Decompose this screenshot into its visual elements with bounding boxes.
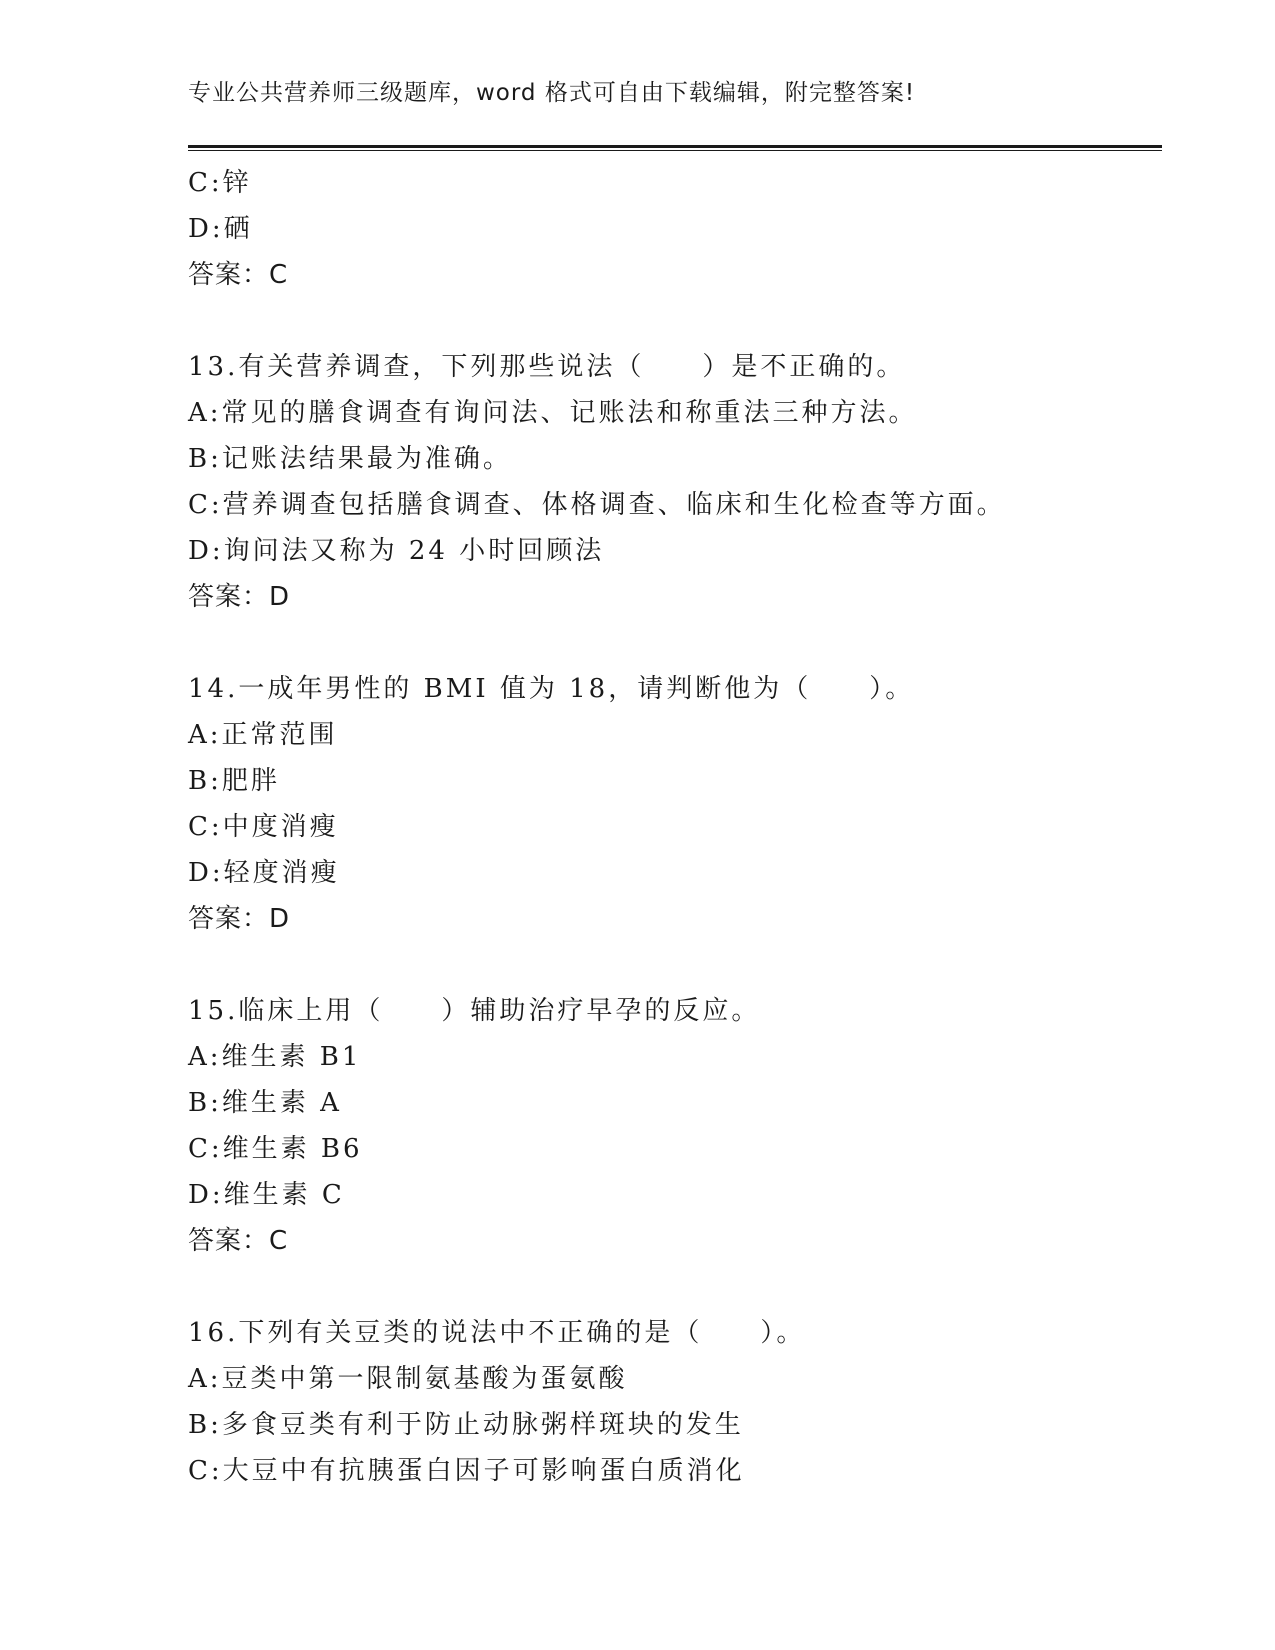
question-content <box>188 160 1162 1494</box>
option-text: 多食豆类有利于防止动脉粥样斑块的发生 <box>221 1410 744 1440</box>
option-letter: C: <box>188 168 223 198</box>
option-letter: C: <box>188 1456 223 1486</box>
option-a <box>188 1034 1162 1080</box>
question-stem: 14.一成年男性的 BMI 值为 18，请判断他为（ ）。 <box>188 674 915 704</box>
option-letter: D: <box>188 214 224 244</box>
header-rule-thin <box>188 150 1162 151</box>
option-text: 轻度消瘦 <box>223 858 340 888</box>
option-text: 维生素 B6 <box>222 1134 363 1164</box>
option-letter: D: <box>188 536 224 566</box>
option-letter: A: <box>188 720 222 750</box>
option-text: 记账法结果最为准确。 <box>221 444 512 474</box>
answer-line: 答案：C <box>188 1226 289 1256</box>
question-12-fragment <box>188 160 1162 298</box>
option-letter: C: <box>188 490 223 520</box>
question-14 <box>188 666 1162 942</box>
option-text: 中度消瘦 <box>222 812 339 842</box>
option-letter: B: <box>188 766 222 796</box>
option-b <box>188 758 1162 804</box>
option-d <box>188 528 1162 574</box>
option-b <box>188 1402 1162 1448</box>
option-letter: C: <box>188 812 223 842</box>
option-a <box>188 712 1162 758</box>
question-stem: 16.下列有关豆类的说法中不正确的是（ ）。 <box>188 1318 806 1348</box>
option-text: 正常范围 <box>221 720 338 750</box>
option-text: 肥胖 <box>221 766 280 796</box>
spacer <box>188 1264 1162 1310</box>
option-d <box>188 850 1162 896</box>
option-text: 豆类中第一限制氨基酸为蛋氨酸 <box>221 1364 628 1394</box>
option-text: 锌 <box>222 168 252 198</box>
option-letter: C: <box>188 1134 223 1164</box>
header-rule-thick <box>188 145 1162 148</box>
option-letter: A: <box>188 398 222 428</box>
option-c <box>188 160 1162 206</box>
option-text: 询问法又称为 24 小时回顾法 <box>223 536 605 566</box>
option-letter: B: <box>188 444 222 474</box>
option-text: 营养调查包括膳食调查、体格调查、临床和生化检查等方面。 <box>222 490 1006 520</box>
answer-line: 答案：C <box>188 260 289 290</box>
spacer <box>188 942 1162 988</box>
option-c <box>188 1126 1162 1172</box>
option-a <box>188 390 1162 436</box>
spacer <box>188 298 1162 344</box>
option-letter: A: <box>188 1042 222 1072</box>
question-13 <box>188 344 1162 620</box>
question-15 <box>188 988 1162 1264</box>
option-text: 维生素 B1 <box>221 1042 362 1072</box>
option-a <box>188 1356 1162 1402</box>
answer-line: 答案：D <box>188 904 291 934</box>
option-text: 硒 <box>223 214 253 244</box>
option-letter: B: <box>188 1088 222 1118</box>
page-header: 专业公共营养师三级题库，word 格式可自由下载编辑，附完整答案! <box>188 80 916 106</box>
option-c <box>188 804 1162 850</box>
option-d <box>188 1172 1162 1218</box>
answer-line: 答案：D <box>188 582 291 612</box>
option-letter: D: <box>188 1180 224 1210</box>
option-c <box>188 482 1162 528</box>
option-b <box>188 436 1162 482</box>
spacer <box>188 620 1162 666</box>
option-text: 维生素 A <box>221 1088 342 1118</box>
question-16 <box>188 1310 1162 1494</box>
option-d <box>188 206 1162 252</box>
option-text: 维生素 C <box>223 1180 345 1210</box>
question-stem: 15.临床上用（ ）辅助治疗早孕的反应。 <box>188 996 761 1026</box>
option-letter: D: <box>188 858 224 888</box>
option-b <box>188 1080 1162 1126</box>
option-text: 常见的膳食调查有询问法、记账法和称重法三种方法。 <box>221 398 918 428</box>
option-letter: A: <box>188 1364 222 1394</box>
option-c <box>188 1448 1162 1494</box>
option-letter: B: <box>188 1410 222 1440</box>
question-stem: 13.有关营养调查，下列那些说法（ ）是不正确的。 <box>188 352 906 382</box>
option-text: 大豆中有抗胰蛋白因子可影响蛋白质消化 <box>222 1456 745 1486</box>
